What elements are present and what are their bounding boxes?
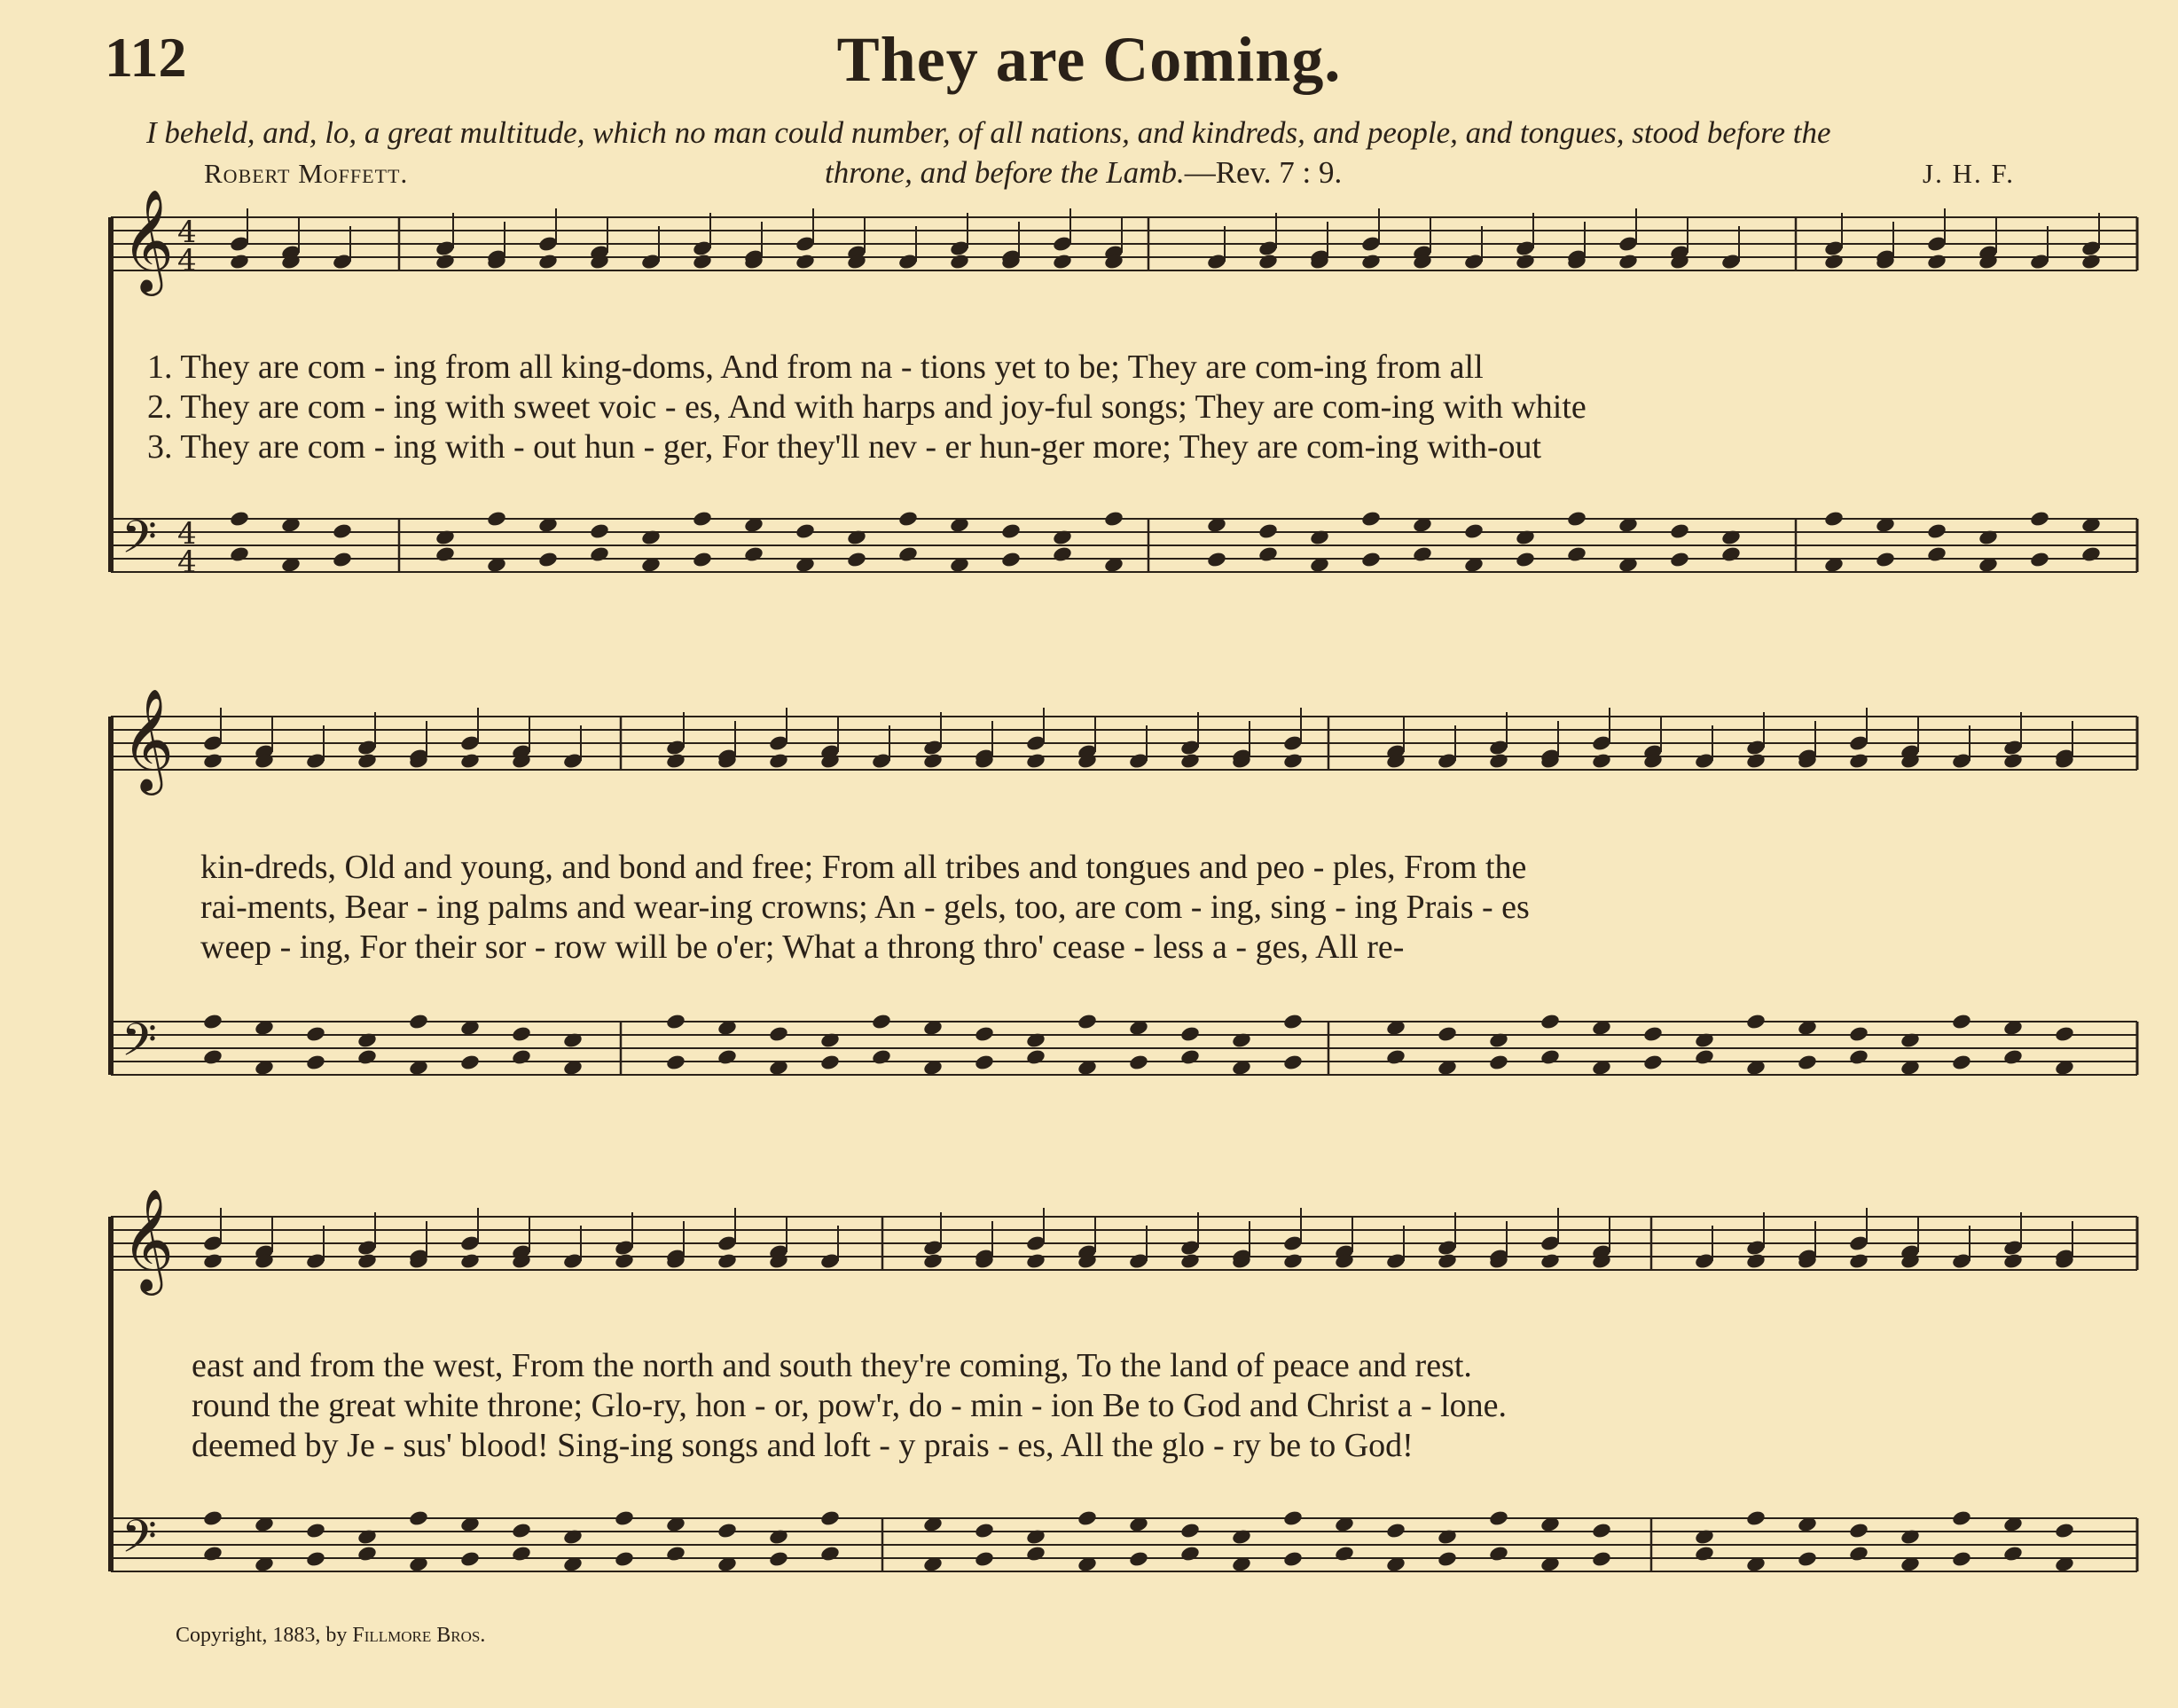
- note-head: [2002, 1545, 2024, 1563]
- note-head: [2054, 1025, 2075, 1043]
- note-head: [1539, 1048, 1561, 1066]
- note-head: [1515, 551, 1536, 568]
- note-head: [1334, 1545, 1355, 1563]
- lyricist-credit: Robert Moffett.: [204, 158, 409, 189]
- lyrics-system-2: [200, 848, 1530, 968]
- note-head: [1926, 545, 1947, 563]
- note-head: [356, 1252, 378, 1270]
- note-head: [511, 1522, 532, 1540]
- note-head: [1282, 1252, 1304, 1270]
- note-head: [1179, 1522, 1201, 1540]
- note-head: [614, 1509, 635, 1527]
- note-head: [846, 551, 867, 568]
- note-head: [1848, 1522, 1869, 1540]
- note-head: [692, 551, 713, 568]
- note-head: [1951, 1013, 1972, 1030]
- note-head: [486, 510, 507, 528]
- note-head: [1618, 253, 1639, 270]
- note-head: [1282, 1013, 1304, 1030]
- note-head: [537, 551, 559, 568]
- note-head: [1515, 253, 1536, 270]
- note-head: [922, 1252, 944, 1270]
- note-head: [589, 522, 610, 540]
- note-head: [1951, 1550, 1972, 1568]
- note-head: [1823, 253, 1845, 270]
- note-head: [692, 253, 713, 270]
- note-head: [1179, 1025, 1201, 1043]
- note-head: [1566, 510, 1587, 528]
- note-head: [2002, 752, 2024, 770]
- time-signature: 4: [177, 545, 197, 580]
- note-head: [1052, 545, 1073, 563]
- note-head: [1591, 1550, 1612, 1568]
- note-head: [1745, 1509, 1767, 1527]
- note-head: [1745, 1013, 1767, 1030]
- bass-clef: 𝄢: [121, 510, 157, 575]
- note-head: [305, 1550, 326, 1568]
- note-head: [459, 1054, 481, 1071]
- note-head: [1463, 522, 1485, 540]
- note-head: [305, 1054, 326, 1071]
- note-head: [1077, 1509, 1098, 1527]
- note-head: [717, 1048, 738, 1066]
- note-head: [665, 752, 686, 770]
- note-head: [1179, 1545, 1201, 1563]
- note-head: [1745, 1252, 1767, 1270]
- note-head: [819, 1054, 841, 1071]
- note-head: [1848, 752, 1869, 770]
- note-head: [1848, 1252, 1869, 1270]
- note-head: [1206, 551, 1227, 568]
- note-head: [1282, 1550, 1304, 1568]
- note-head: [1926, 522, 1947, 540]
- composer-credit: J. H. F.: [1923, 158, 2015, 189]
- note-head: [1360, 510, 1382, 528]
- note-head: [1179, 1252, 1201, 1270]
- note-head: [229, 253, 250, 270]
- note-head: [1669, 522, 1690, 540]
- copyright-text: Copyright, 1883, by: [176, 1624, 353, 1647]
- note-head: [1488, 1545, 1509, 1563]
- note-head: [1385, 1522, 1406, 1540]
- note-head: [1437, 1550, 1458, 1568]
- note-head: [974, 1054, 995, 1071]
- note-head: [768, 1550, 789, 1568]
- note-head: [1642, 1054, 1664, 1071]
- note-head: [665, 1545, 686, 1563]
- note-head: [537, 253, 559, 270]
- note-head: [1566, 545, 1587, 563]
- lyrics-verse-2: 2. They are com - ing with sweet voic - es, And with harps and joy-ful songs; They are com-ing with white: [147, 388, 1586, 426]
- note-head: [768, 1025, 789, 1043]
- treble-clef: 𝄞: [121, 188, 175, 292]
- note-head: [1694, 1545, 1715, 1563]
- note-head: [1128, 1054, 1149, 1071]
- copyright-notice: [176, 1624, 485, 1648]
- note-head: [1539, 1252, 1561, 1270]
- note-head: [1000, 522, 1022, 540]
- note-head: [1179, 752, 1201, 770]
- note-head: [1926, 253, 1947, 270]
- lyrics-verse-3: weep - ing, For their sor - row will be o'er; What a throng thro' cease - less a - ges, All re-: [200, 928, 1405, 966]
- note-head: [511, 1048, 532, 1066]
- note-head: [1797, 1550, 1818, 1568]
- bass-clef: 𝄢: [121, 1509, 157, 1574]
- note-head: [819, 1509, 841, 1527]
- note-head: [1848, 1545, 1869, 1563]
- note-head: [356, 1545, 378, 1563]
- lyrics-verse-1: east and from the west, From the north and south they're coming, To the land of peace and rest.: [192, 1347, 1472, 1384]
- note-head: [871, 1013, 892, 1030]
- scripture-reference: —Rev. 7 : 9.: [1184, 155, 1343, 190]
- note-head: [356, 752, 378, 770]
- note-head: [871, 1048, 892, 1066]
- note-head: [692, 510, 713, 528]
- note-head: [795, 522, 816, 540]
- note-head: [665, 1054, 686, 1071]
- note-head: [1669, 551, 1690, 568]
- lyrics-verse-1: kin-dreds, Old and young, and bond and free; From all tribes and tongues and peo - ples, From the: [200, 849, 1527, 886]
- note-head: [2029, 510, 2050, 528]
- note-head: [1745, 752, 1767, 770]
- note-head: [1642, 1025, 1664, 1043]
- time-signature: 4: [177, 516, 197, 552]
- note-head: [1437, 1252, 1458, 1270]
- note-head: [1257, 545, 1279, 563]
- note-head: [202, 1013, 223, 1030]
- note-head: [202, 1252, 223, 1270]
- note-head: [1077, 1013, 1098, 1030]
- note-head: [408, 1013, 429, 1030]
- note-head: [459, 1550, 481, 1568]
- note-head: [202, 752, 223, 770]
- note-head: [435, 545, 456, 563]
- epigraph-text: throne, and before the Lamb.: [825, 155, 1185, 190]
- note-head: [897, 510, 919, 528]
- scripture-epigraph: I beheld, and, lo, a great multitude, which no man could number, of all nations, and kindreds, and people, and tongues, stood before the: [146, 115, 1831, 150]
- note-head: [202, 1545, 223, 1563]
- note-head: [795, 253, 816, 270]
- note-head: [665, 1013, 686, 1030]
- note-head: [1720, 545, 1742, 563]
- note-head: [408, 1509, 429, 1527]
- note-head: [743, 545, 764, 563]
- note-head: [1385, 1048, 1406, 1066]
- note-head: [1488, 1054, 1509, 1071]
- note-head: [332, 551, 353, 568]
- note-head: [1282, 1509, 1304, 1527]
- note-head: [1591, 1522, 1612, 1540]
- note-head: [511, 1545, 532, 1563]
- note-head: [1282, 752, 1304, 770]
- note-head: [1000, 551, 1022, 568]
- note-head: [922, 752, 944, 770]
- note-head: [229, 510, 250, 528]
- lyrics-system-1: [147, 348, 1586, 467]
- note-head: [1875, 551, 1896, 568]
- note-head: [1437, 1025, 1458, 1043]
- note-head: [768, 752, 789, 770]
- note-head: [1257, 522, 1279, 540]
- note-head: [229, 545, 250, 563]
- note-head: [435, 253, 456, 270]
- treble-clef: 𝄞: [121, 1187, 175, 1291]
- note-head: [1823, 510, 1845, 528]
- note-head: [1025, 1048, 1046, 1066]
- note-head: [1951, 1054, 1972, 1071]
- note-head: [1025, 752, 1046, 770]
- note-head: [1848, 1025, 1869, 1043]
- note-head: [897, 545, 919, 563]
- note-head: [1025, 1252, 1046, 1270]
- note-head: [974, 1025, 995, 1043]
- note-head: [2080, 545, 2102, 563]
- note-head: [2002, 1048, 2024, 1066]
- note-head: [2002, 1252, 2024, 1270]
- time-signature: 4: [177, 215, 197, 250]
- note-head: [1360, 253, 1382, 270]
- bass-clef: 𝄢: [121, 1013, 157, 1077]
- note-head: [305, 1025, 326, 1043]
- page-number: 112: [105, 26, 187, 89]
- note-head: [202, 1048, 223, 1066]
- hymn-title: They are Coming.: [836, 24, 1342, 95]
- note-head: [459, 752, 481, 770]
- lyrics-verse-3: 3. They are com - ing with - out hun - ger, For they'll nev - er hun-ger more; They are com-ing with-out: [147, 428, 1542, 466]
- note-head: [356, 1048, 378, 1066]
- note-head: [1848, 1048, 1869, 1066]
- note-head: [1488, 1509, 1509, 1527]
- note-head: [819, 1545, 841, 1563]
- note-head: [1103, 510, 1124, 528]
- note-head: [305, 1522, 326, 1540]
- note-head: [614, 1252, 635, 1270]
- time-signature: 4: [177, 243, 197, 278]
- lyrics-verse-2: rai-ments, Bear - ing palms and wear-ing crowns; An - gels, too, are com - ing, sing - ing Prais - es: [200, 889, 1530, 926]
- note-head: [1282, 1054, 1304, 1071]
- note-head: [1951, 1509, 1972, 1527]
- lyrics-verse-2: round the great white throne; Glo-ry, hon - or, pow'r, do - min - ion Be to God and Christ a - lone.: [192, 1387, 1508, 1424]
- note-head: [717, 1522, 738, 1540]
- note-head: [511, 1025, 532, 1043]
- note-head: [717, 1252, 738, 1270]
- note-head: [2029, 551, 2050, 568]
- note-head: [1797, 1054, 1818, 1071]
- note-head: [1488, 752, 1509, 770]
- treble-clef: 𝄞: [121, 687, 175, 791]
- note-head: [459, 1252, 481, 1270]
- note-head: [1694, 1048, 1715, 1066]
- note-head: [589, 545, 610, 563]
- note-head: [1128, 1550, 1149, 1568]
- note-head: [1179, 1048, 1201, 1066]
- note-head: [1412, 545, 1433, 563]
- publisher-name: Fillmore Bros.: [352, 1624, 486, 1647]
- note-head: [614, 1550, 635, 1568]
- note-head: [1591, 752, 1612, 770]
- note-head: [2080, 253, 2102, 270]
- note-head: [2054, 1522, 2075, 1540]
- lyrics-verse-3: deemed by Je - sus' blood! Sing-ing songs and loft - y prais - es, All the glo - ry be to God!: [192, 1427, 1414, 1464]
- note-head: [1052, 253, 1073, 270]
- note-head: [1025, 1545, 1046, 1563]
- note-head: [332, 522, 353, 540]
- note-head: [974, 1522, 995, 1540]
- lyrics-verse-1: 1. They are com - ing from all king-doms, And from na - tions yet to be; They are com-ing from all: [147, 349, 1484, 386]
- note-head: [974, 1550, 995, 1568]
- lyrics-system-3: [192, 1346, 1507, 1466]
- note-head: [1257, 253, 1279, 270]
- note-head: [1539, 1013, 1561, 1030]
- note-head: [202, 1509, 223, 1527]
- note-head: [1360, 551, 1382, 568]
- note-head: [949, 253, 970, 270]
